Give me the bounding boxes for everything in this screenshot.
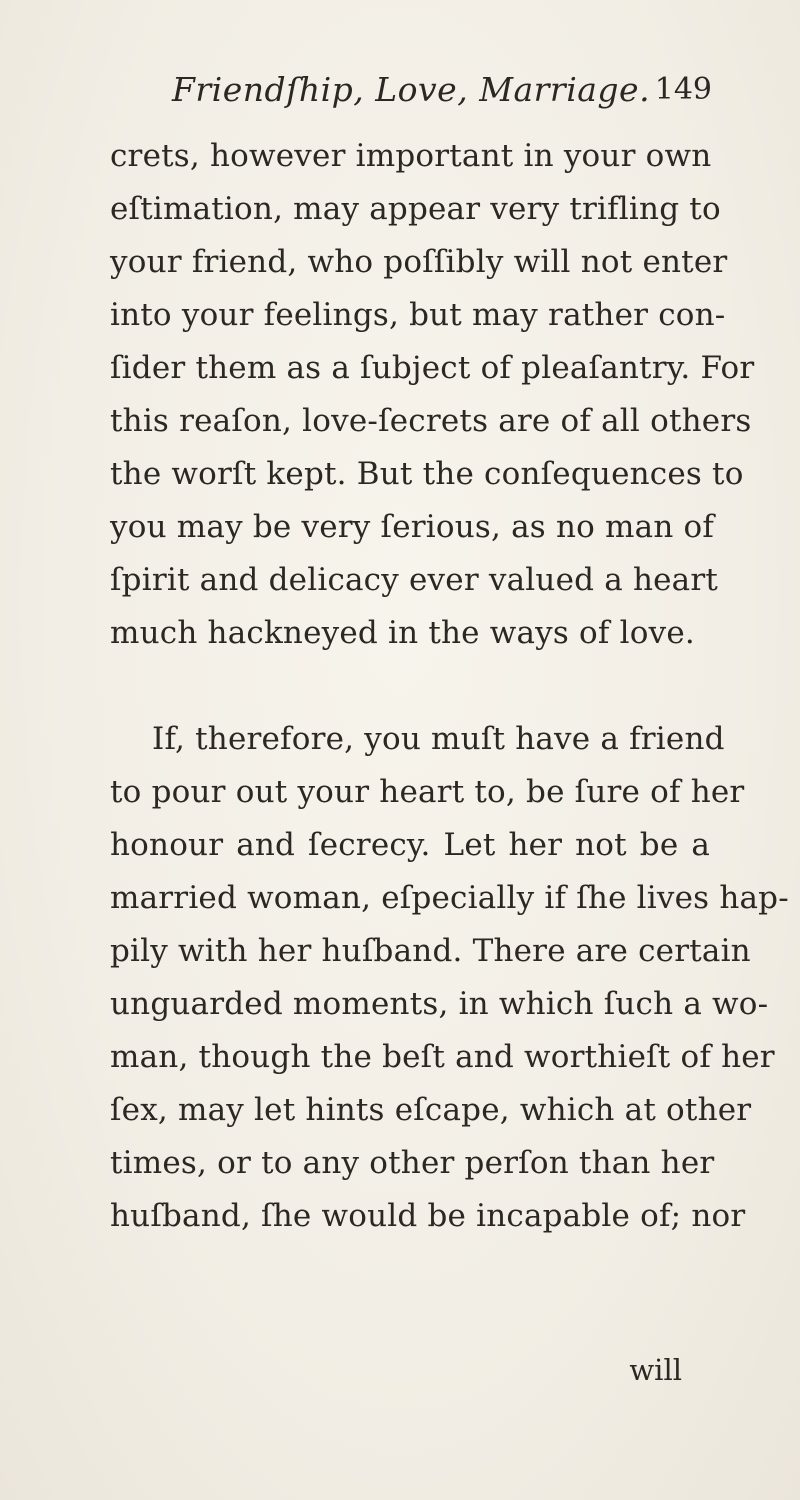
text-line: ſpirit and delicacy ever valued a heart [110, 562, 719, 598]
text-line: much hackneyed in the ways of love. [110, 615, 695, 651]
text-line: man, though the beſt and worthieſt of her [110, 1039, 775, 1075]
text-line: into your feelings, but may rather con- [110, 297, 726, 333]
catchword: will [629, 1353, 682, 1387]
body-text [110, 130, 789, 1243]
text-line: unguarded moments, in which ſuch a wo- [110, 986, 769, 1022]
text-line: this reaſon, love-ſecrets are of all others [110, 403, 752, 439]
text-line: If, therefore, you muſt have a friend [152, 721, 725, 757]
text-line: ſider them as a ſubject of pleaſantry. For [110, 350, 755, 386]
text-line: pily with her huſband. There are certain [110, 933, 751, 969]
text-line: your friend, who poſſibly will not enter [110, 244, 728, 280]
text-line: married woman, eſpecially if ſhe lives hap- [110, 880, 789, 916]
text-line: you may be very ſerious, as no man of [110, 509, 715, 545]
page-number: 149 [654, 72, 712, 107]
text-line: eſtimation, may appear very trifling to [110, 191, 721, 227]
paragraph-break [110, 660, 710, 713]
text-line: huſband, ſhe would be incapable of; nor [110, 1198, 746, 1234]
text-line: ſex, may let hints eſcape, which at other [110, 1092, 752, 1128]
text-line: honour and ſecrecy. Let her not be a [110, 827, 710, 863]
text-line: times, or to any other perſon than her [110, 1145, 715, 1181]
text-line: the worſt kept. But the conſequences to [110, 456, 744, 492]
running-title: Friendſhip, Love, Marriage. [172, 70, 651, 109]
text-line: crets, however important in your own [110, 138, 712, 174]
text-line: to pour out your heart to, be ſure of her [110, 774, 745, 810]
running-head [172, 62, 762, 112]
